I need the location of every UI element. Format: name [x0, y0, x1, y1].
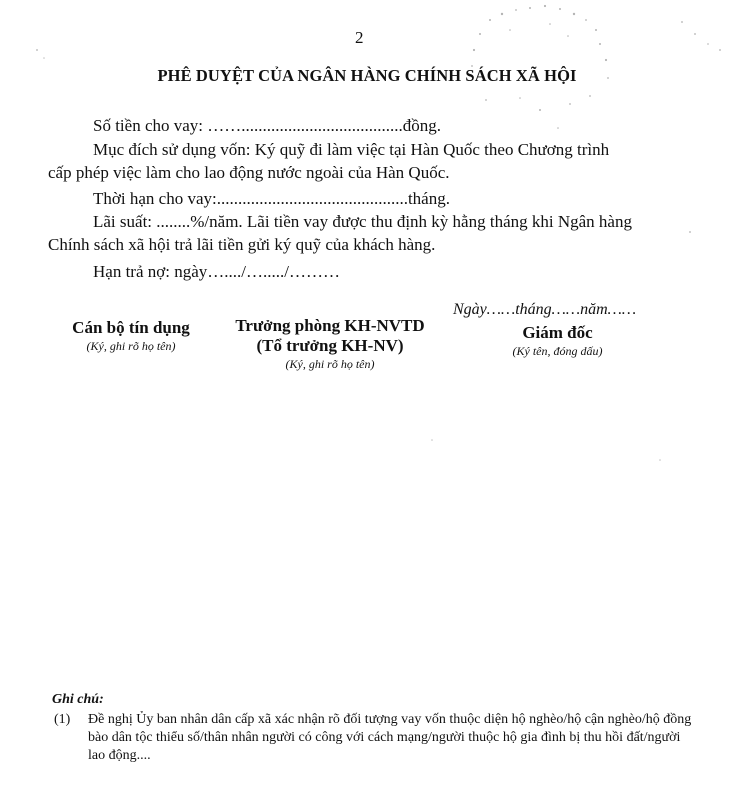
- signature-date-line: Ngày……tháng……năm……: [453, 301, 637, 318]
- loan-amount-line: Số tiền cho vay: ……......................................đồng.: [93, 116, 442, 135]
- credit-officer-note: (Ký, ghi rõ họ tên): [86, 339, 176, 353]
- department-head-subtitle: (Tổ trưởng KH-NV): [256, 336, 404, 355]
- notes-heading: Ghi chú:: [52, 692, 104, 707]
- department-head-note: (Ký, ghi rõ họ tên): [285, 357, 375, 371]
- department-head-signature-block: [215, 316, 445, 372]
- note-text: Đề nghị Ủy ban nhân dân cấp xã xác nhận rõ đối tượng vay vốn thuộc diện hộ nghèo/hộ cận nghèo/hộ đồng bào dân tộc thiểu số/thân nhân người có công với cách mạng/người thuộc hộ gia đình bị thu hồi đất/người lao động....: [88, 712, 692, 763]
- purpose-line-1: Mục đích sử dụng vốn: Ký quỹ đi làm việc tại Hàn Quốc theo Chương trình: [93, 140, 610, 159]
- director-title: Giám đốc: [522, 323, 593, 342]
- interest-line-1: Lãi suất: ........%/năm. Lãi tiền vay được thu định kỳ hằng tháng khi Ngân hàng: [93, 212, 632, 231]
- director-note: (Ký tên, đóng dấu): [512, 344, 603, 358]
- loan-term-line: Thời hạn cho vay:.............................................tháng.: [93, 189, 450, 208]
- purpose-line-2: cấp phép việc làm cho lao động nước ngoài của Hàn Quốc.: [48, 163, 450, 182]
- credit-officer-title: Cán bộ tín dụng: [72, 318, 190, 337]
- department-head-title: Trưởng phòng KH-NVTD: [235, 316, 425, 335]
- page-number: 2: [355, 28, 364, 47]
- interest-line-2: Chính sách xã hội trả lãi tiền gửi ký quỹ của khách hàng.: [48, 235, 436, 254]
- page-title: PHÊ DUYỆT CỦA NGÂN HÀNG CHÍNH SÁCH XÃ HỘI: [157, 66, 577, 85]
- note-number: (1): [54, 712, 71, 727]
- director-signature-block: [470, 323, 645, 359]
- repayment-due-line: Hạn trả nợ: ngày…..../…...../………: [93, 262, 340, 281]
- credit-officer-signature-block: [50, 318, 212, 354]
